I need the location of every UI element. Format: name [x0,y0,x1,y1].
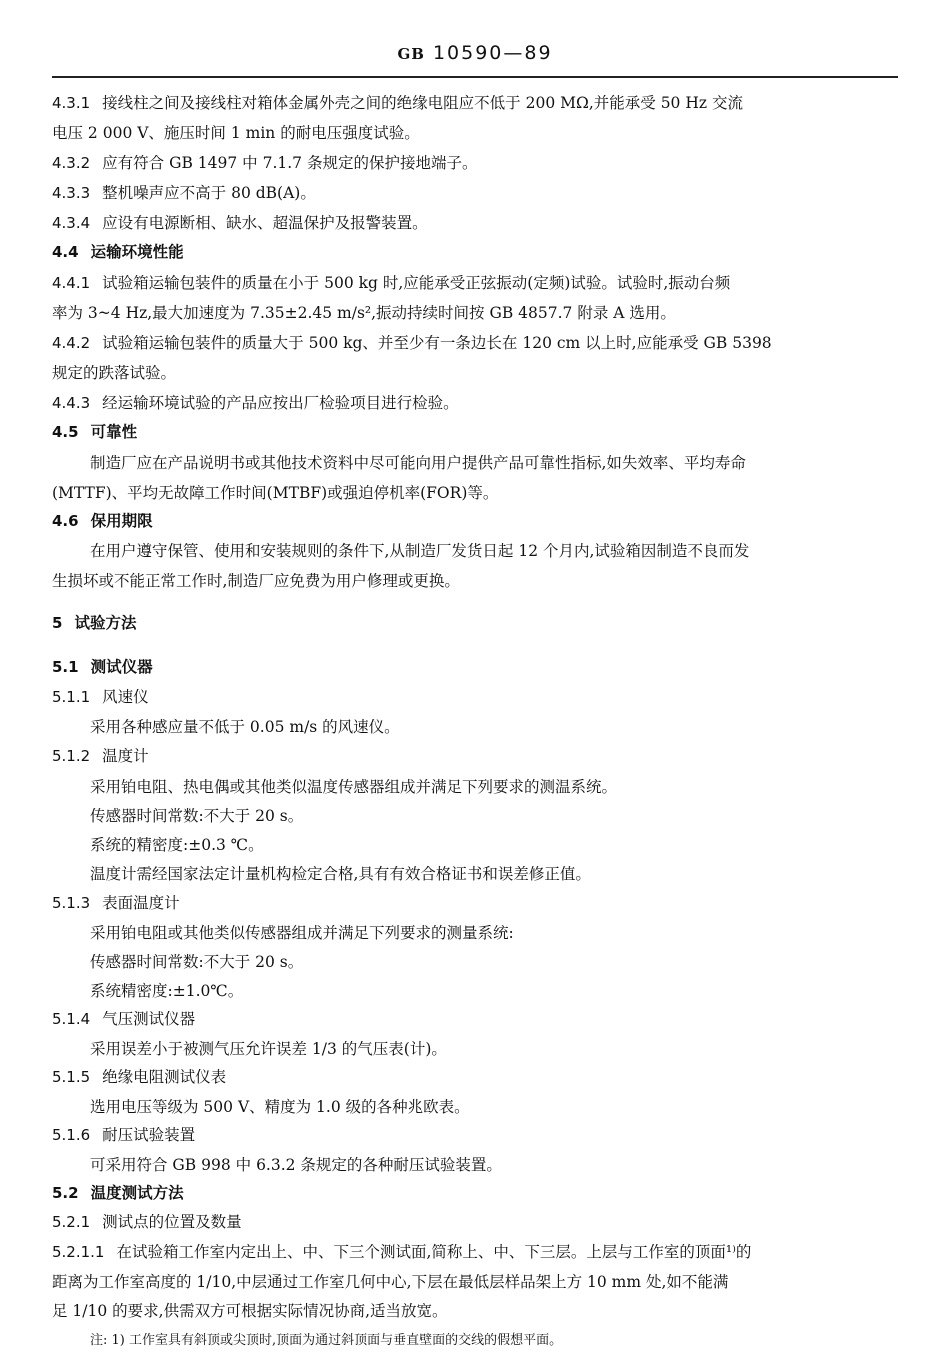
paragraph-line [90,1154,502,1176]
clause-number: 4.3.3 [52,184,91,202]
clause-text: 选用电压等级为 500 V、精度为 1.0 级的各种兆欧表。 [90,1098,470,1116]
clause-number: 4.3.1 [52,94,91,112]
clause-text: 试验箱运输包装件的质量在小于 500 kg 时,应能承受正弦振动(定频)试验。试验时,振动台频 [102,274,731,292]
clause-number: 4.3.4 [52,214,91,232]
section-heading [52,241,184,263]
clause-text: 在试验箱工作室内定出上、中、下三个测试面,简称上、中、下三层。上层与工作室的顶面¹⁾的 [116,1243,752,1261]
clause-text: 测试仪器 [90,658,153,676]
clause-line [52,892,180,914]
clause-line [52,1008,195,1030]
clause-line [52,212,428,234]
clause-text: 生损坏或不能正常工作时,制造厂应免费为用户修理或更换。 [52,572,460,590]
clause-text: 在用户遵守保管、使用和安装规则的条件下,从制造厂发货日起 12 个月内,试验箱因制造不良而发 [90,542,750,560]
clause-number: 5.1.1 [52,688,91,706]
clause-number: 5.2 [52,1184,79,1202]
clause-line [52,272,730,294]
clause-line [52,92,743,114]
clause-number: 5.2.1 [52,1213,91,1231]
clause-line [52,745,149,767]
clause-text: 绝缘电阻测试仪表 [102,1068,227,1086]
clause-number: 4.4.1 [52,274,91,292]
clause-number: 4.4.3 [52,394,91,412]
clause-text: 采用铂电阻、热电偶或其他类似温度传感器组成并满足下列要求的测温系统。 [90,778,618,796]
clause-number: 4.5 [52,423,79,441]
clause-number: 4.6 [52,512,79,530]
clause-number: 5.1.2 [52,747,91,765]
document-header [0,42,950,64]
paragraph-line [90,776,617,798]
paragraph-line [52,1300,448,1322]
clause-number: 4.4.2 [52,334,91,352]
paragraph-line [90,452,746,474]
clause-text: 测试点的位置及数量 [102,1213,242,1231]
paragraph-line [52,570,460,592]
clause-line [52,332,772,354]
clause-line [52,182,316,204]
clause-text: 整机噪声应不高于 80 dB(A)。 [102,184,316,202]
paragraph-line [90,863,591,885]
clause-text: 经运输环境试验的产品应按出厂检验项目进行检验。 [102,394,459,412]
paragraph-line [52,302,676,324]
clause-text: 传感器时间常数:不大于 20 s。 [90,807,304,825]
clause-text: 注: 1) 工作室具有斜顶或尖顶时,顶面为通过斜顶面与垂直壁面的交线的假想平面。 [90,1333,563,1348]
clause-text: 试验方法 [74,614,137,632]
clause-number: 5.1.5 [52,1068,91,1086]
standard-number: 10590—89 [432,42,553,64]
clause-line [52,392,459,414]
paragraph-line [52,122,420,144]
clause-number: 4.3.2 [52,154,91,172]
clause-text: 距离为工作室高度的 1/10,中层通过工作室几何中心,下层在最低层样品架上方 10 mm 处,如不能满 [52,1273,729,1291]
clause-text: 足 1/10 的要求,供需双方可根据实际情况协商,适当放宽。 [52,1302,448,1320]
clause-text: 保用期限 [90,512,153,530]
clause-text: 采用铂电阻或其他类似传感器组成并满足下列要求的测量系统: [90,924,514,942]
paragraph-line [90,922,514,944]
clause-text: 率为 3~4 Hz,最大加速度为 7.35±2.45 m/s²,振动持续时间按 GB 4857.7 附录 A 选用。 [52,304,676,322]
standard-prefix: GB [397,45,425,63]
clause-text: 传感器时间常数:不大于 20 s。 [90,953,304,971]
clause-text: (MTTF)、平均无故障工作时间(MTBF)或强迫停机率(FOR)等。 [52,484,499,502]
section-heading [52,510,153,532]
paragraph-line [90,805,303,827]
clause-text: 气压测试仪器 [102,1010,196,1028]
clause-number: 5.2.1.1 [52,1243,105,1261]
clause-text: 耐压试验装置 [102,1126,196,1144]
clause-line [52,1241,751,1263]
footnote [90,1330,562,1352]
clause-text: 电压 2 000 V、施压时间 1 min 的耐电压强度试验。 [52,124,420,142]
paragraph-line [90,1096,470,1118]
paragraph-line [90,951,303,973]
section-heading [52,421,137,443]
clause-text: 采用各种感应量不低于 0.05 m/s 的风速仪。 [90,718,400,736]
clause-number: 5.1.6 [52,1126,91,1144]
clause-text: 采用误差小于被测气压允许误差 1/3 的气压表(计)。 [90,1040,447,1058]
clause-line [52,686,149,708]
paragraph-line [90,980,243,1002]
paragraph-line [52,482,498,504]
section-heading [52,656,153,678]
paragraph-line [90,834,264,856]
header-rule [52,76,898,78]
clause-number: 5 [52,614,63,632]
paragraph-line [52,1271,728,1293]
clause-text: 温度测试方法 [90,1184,184,1202]
clause-line [52,1211,242,1233]
clause-number: 4.4 [52,243,79,261]
clause-number: 5.1.4 [52,1010,91,1028]
clause-line [52,152,477,174]
clause-text: 温度计 [102,747,149,765]
paragraph-line [90,1038,447,1060]
clause-text: 系统精密度:±1.0℃。 [90,982,244,1000]
clause-text: 风速仪 [102,688,149,706]
clause-text: 可采用符合 GB 998 中 6.3.2 条规定的各种耐压试验装置。 [90,1156,502,1174]
clause-text: 制造厂应在产品说明书或其他技术资料中尽可能向用户提供产品可靠性指标,如失效率、平均寿命 [90,454,746,472]
clause-text: 可靠性 [90,423,138,441]
clause-text: 试验箱运输包装件的质量大于 500 kg、并至少有一条边长在 120 cm 以上时,应能承受 GB 5398 [102,334,772,352]
clause-line [52,1066,226,1088]
clause-text: 应有符合 GB 1497 中 7.1.7 条规定的保护接地端子。 [102,154,478,172]
clause-text: 接线柱之间及接线柱对箱体金属外壳之间的绝缘电阻应不低于 200 MΩ,并能承受 50 Hz 交流 [102,94,743,112]
paragraph-line [90,716,400,738]
paragraph-line [90,540,749,562]
clause-text: 规定的跌落试验。 [52,364,177,382]
clause-text: 表面温度计 [102,894,180,912]
clause-text: 系统的精密度:±0.3 ℃。 [90,836,264,854]
clause-line [52,1124,195,1146]
clause-number: 5.1.3 [52,894,91,912]
section-heading [52,612,136,634]
clause-text: 温度计需经国家法定计量机构检定合格,具有有效合格证书和误差修正值。 [90,865,591,883]
clause-text: 运输环境性能 [90,243,184,261]
clause-text: 应设有电源断相、缺水、超温保护及报警装置。 [102,214,428,232]
section-heading [52,1182,184,1204]
paragraph-line [52,362,176,384]
clause-number: 5.1 [52,658,79,676]
